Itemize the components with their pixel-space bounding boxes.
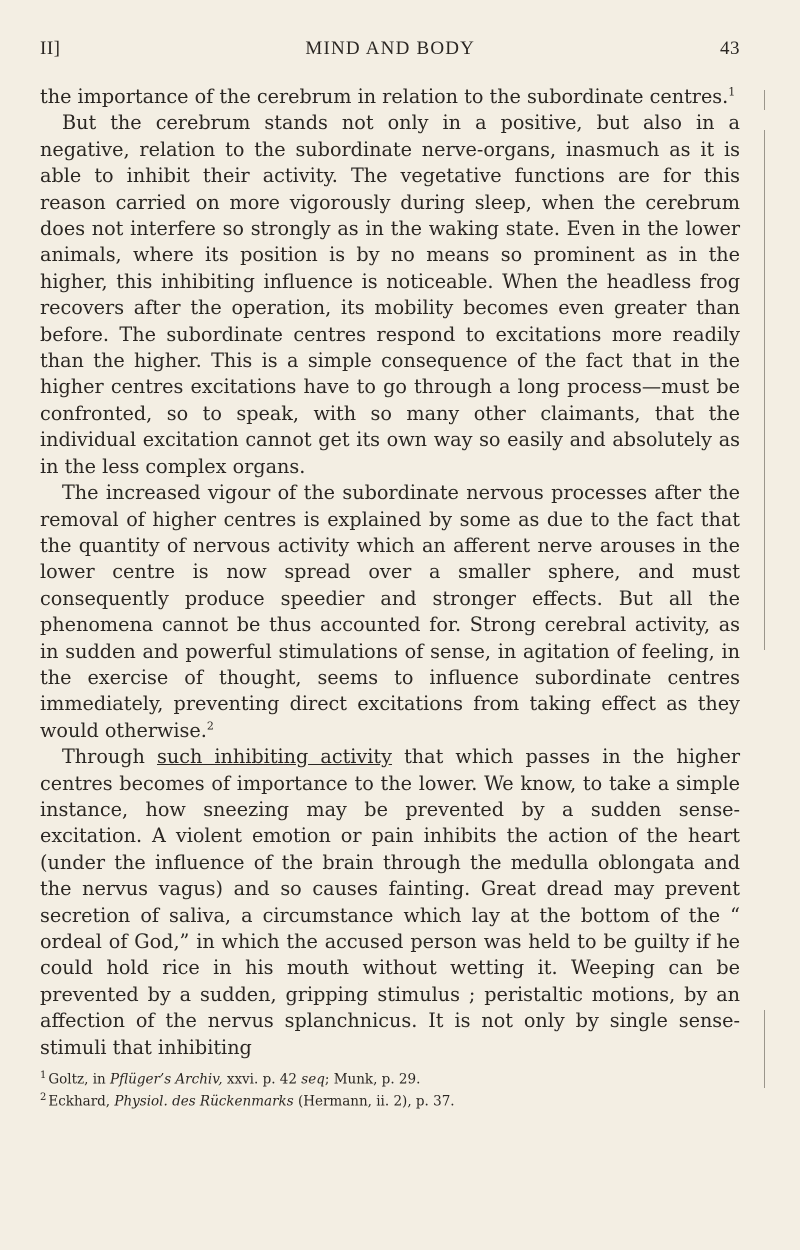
footnote-2: $^2$ Eckhard, Physiol. des Rückenmarks (Hermann, ii. 2), p. 37. [40, 1091, 455, 1110]
book-page [40, 38, 740, 1110]
margin-rule-upper [764, 90, 765, 110]
paragraph-2: But the cerebrum stands not only in a positive, but also in a negative, relation to the subordinate nerve-organs, inasmuch as it is able to inhibit their activity. The vegetative functions are for this reason carried on more vigorously during sleep, when the cerebrum does not interfere so strongly as in the waking state. Even in the lower animals, where its position is by no means so prominent as in the higher, this inhibiting influence is noticeable. When the headless frog recovers after the operation, its mobility becomes even greater than before. The subordinate centres respond to excitations more readily than the higher. This is a simple consequence of the fact that in the higher centres excitations have to go through a long process—must be confronted, so to speak, with so many other claimants, that the individual excitation cannot get its own way so easily and absolutely as in the less complex organs. [40, 111, 740, 478]
running-header [40, 38, 740, 74]
page-number: 43 [719, 38, 740, 59]
paragraph-3: The increased vigour of the subordinate nervous processes after the removal of higher centres is explained by some as due to the fact that the quantity of nervous activity which an afferent nerve arouses in the lower centre is now spread over a smaller sphere, and must consequently produce speedier and stronger effects. But all the phenomena cannot be thus accounted for. Strong cerebral activity, as in sudden and powerful stimulations of sense, in agitation of feeling, in the exercise of thought, seems to influence subordinate centres immediately, preventing direct excitations from taking effect as they would otherwise.$^2$ [40, 481, 740, 742]
footnote-ref-2: 2 [206, 719, 214, 733]
chapter-marker: II] [40, 38, 61, 59]
running-title: MIND AND BODY [305, 38, 476, 59]
margin-rule-middle [764, 130, 765, 650]
footnotes [40, 1067, 740, 1110]
footnote-ref-1: 1 [728, 85, 736, 99]
paragraph-1: the importance of the cerebrum in relation to the subordinate centres.$^1$ [40, 85, 736, 108]
body-text [40, 84, 740, 1061]
footnote-1: $^1$ Goltz, in Pflüger’s Archiv, xxvi. p. 42 seq; Munk, p. 29. [40, 1070, 421, 1088]
underlined-phrase: such inhibiting activity [157, 745, 392, 769]
paragraph-4: Through such inhibiting activity that which passes in the higher centres becomes of importance to the lower. We know, to take a simple instance, how sneezing may be prevented by a sudden sense-excitation. A violent emotion or pain inhibits the action of the heart (under the influence of the brain through the medulla oblongata and the nervus vagus) and so causes fainting. Great dread may prevent secretion of saliva, a circumstance which lay at the bottom of the “ ordeal of God,” in which the accused person was held to be guilty if he could hold rice in his mouth without wetting it. Weeping can be prevented by a sudden, gripping stimulus ; peristaltic motions, by an affection of the nervus splanchnicus. It is not only by single sense-stimuli that inhibiting [40, 745, 741, 1059]
margin-rule-lower [764, 1010, 765, 1088]
